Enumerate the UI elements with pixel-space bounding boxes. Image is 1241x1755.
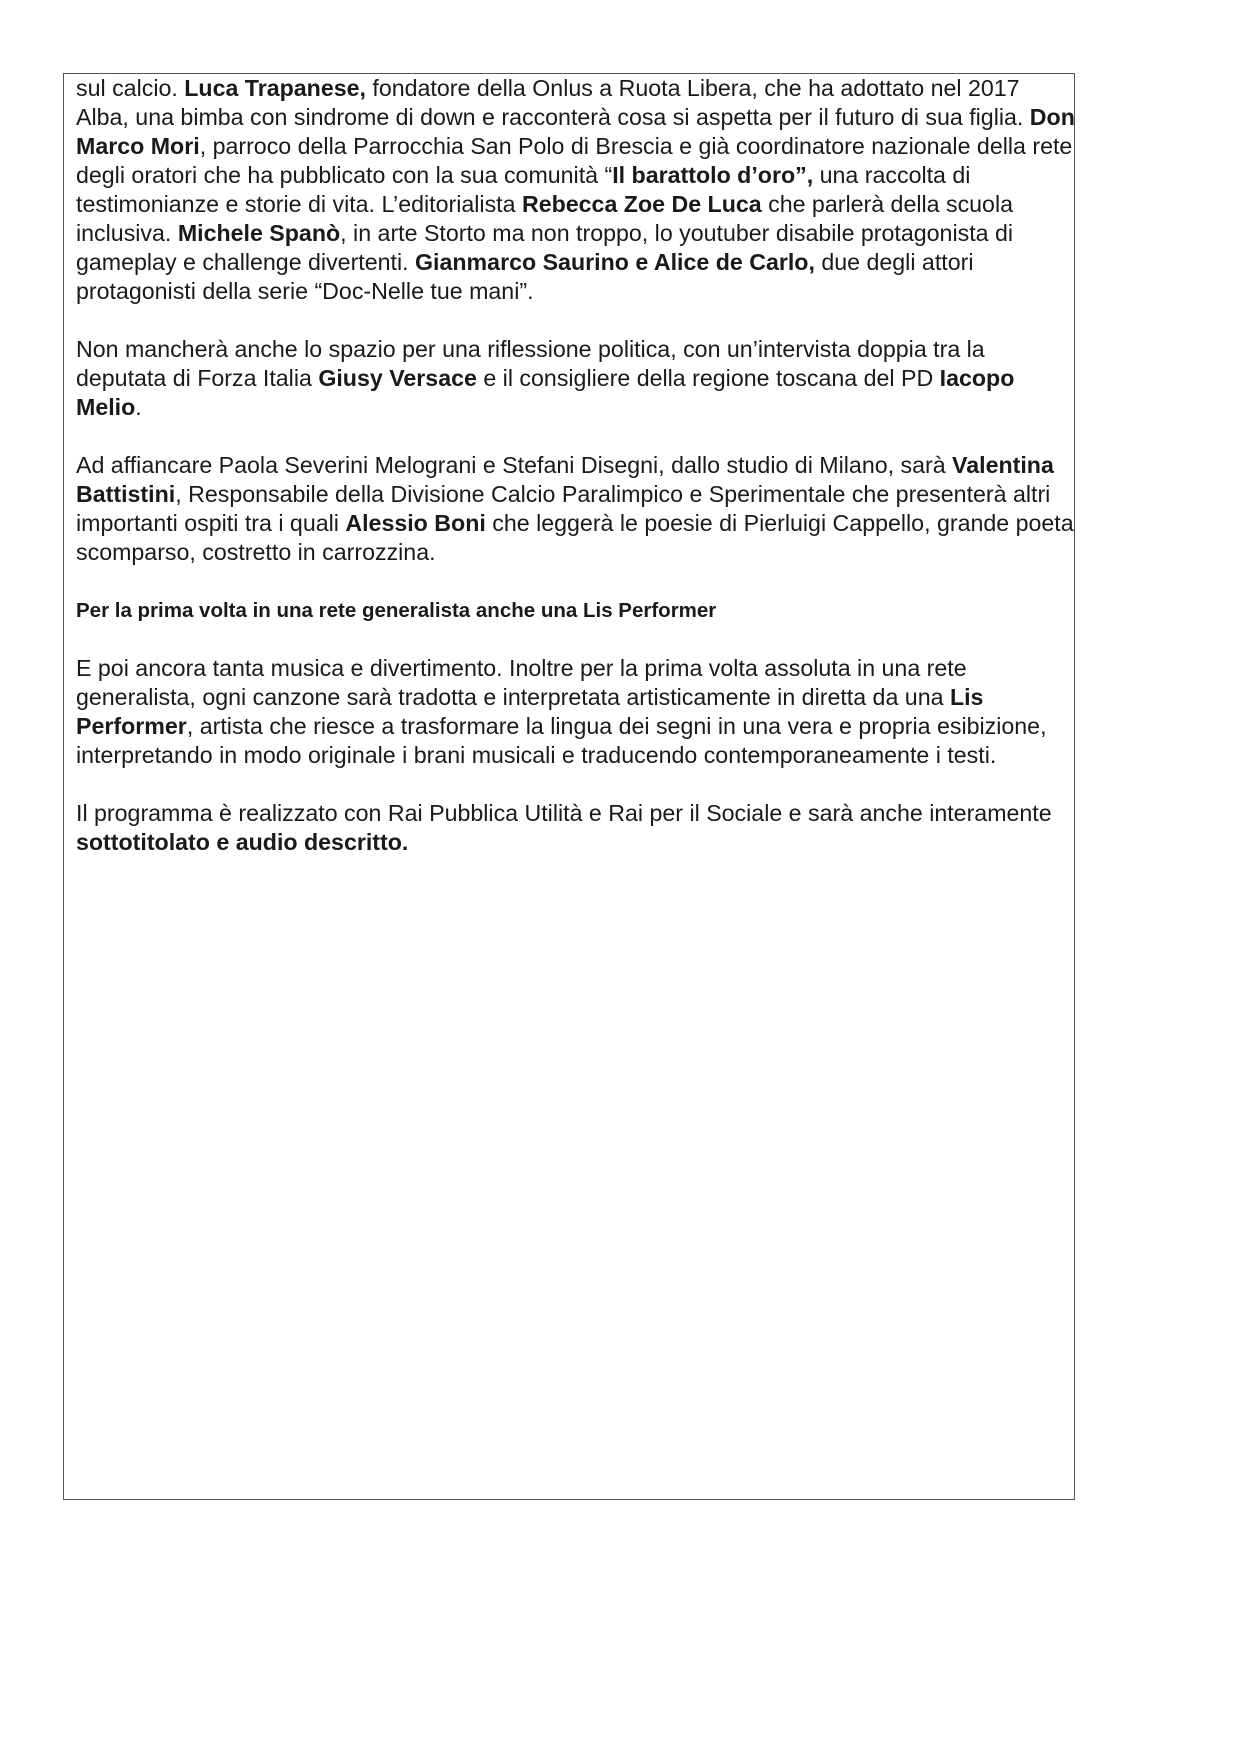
- text-run: .: [135, 394, 142, 420]
- text-run: due degli attori protagonisti della serie “Doc-Nelle tue mani”.: [76, 249, 974, 304]
- guest-name-luca-trapanese: Luca Trapanese,: [184, 75, 366, 101]
- text-run: che parlerà della scuola inclusiva.: [76, 191, 1014, 246]
- highlight-lis-performer: Lis Performer: [76, 684, 984, 739]
- paragraph-spacer: [76, 625, 1076, 654]
- paragraph-spacer: [76, 306, 1076, 335]
- text-run: fondatore della Onlus a Ruota Libera, che ha adottato nel 2017 Alba, una bimba con sindrome di down e racconterà cosa si aspetta per il futuro di sua figlia.: [76, 75, 1030, 130]
- section-subheading: Per la prima volta in una rete generalista anche una Lis Performer: [76, 599, 717, 622]
- paragraph-hosts: [76, 451, 1076, 567]
- guest-name-michele-spano: Michele Spanò: [177, 220, 341, 246]
- guest-name-giusy-versace: Giusy Versace: [318, 365, 477, 391]
- paragraph-spacer: [76, 422, 1076, 451]
- paragraph-lis-performer: [76, 654, 1076, 770]
- paragraph-politics: [76, 335, 1076, 422]
- guest-name-rebecca-zoe-de-luca: Rebecca Zoe De Luca: [521, 191, 762, 217]
- text-run: E poi ancora tanta musica e divertimento. Inoltre per la prima volta assoluta in una rete generalista, ogni canzone sarà tradotta e interpretata artisticamente in diretta da una: [76, 655, 967, 710]
- text-run: , Responsabile della Divisione Calcio Paralimpico e Sperimentale che presenterà altri importanti ospiti tra i quali: [76, 481, 1051, 536]
- text-run: , artista che riesce a trasformare la lingua dei segni in una vera e propria esibizione, interpretando in modo originale i brani musicali e traducendo contemporaneamente i testi.: [76, 713, 1047, 768]
- text-run: che leggerà le poesie di Pierluigi Cappello, grande poeta scomparso, costretto in carrozzina.: [76, 510, 1074, 565]
- guest-name-iacopo-melio: Iacopo Melio: [76, 365, 1015, 420]
- text-run: Non mancherà anche lo spazio per una riflessione politica, con un’intervista doppia tra la deputata di Forza Italia: [76, 336, 985, 391]
- paragraph-production: [76, 799, 1076, 857]
- guest-name-valentina-battistini: Valentina Battistini: [76, 452, 1054, 507]
- text-run: , parroco della Parrocchia San Polo di Brescia e già coordinatore nazionale della rete degli oratori che ha pubblicato con la sua comunità “: [76, 133, 1073, 188]
- paragraph-spacer: [76, 567, 1076, 596]
- text-run: , in arte Storto ma non troppo, lo youtuber disabile protagonista di gameplay e challenge divertenti.: [76, 220, 1014, 275]
- paragraph-guests: [76, 74, 1076, 306]
- guest-name-alessio-boni: Alessio Boni: [345, 510, 486, 536]
- guest-name-don-marco-mori: Don Marco Mori: [76, 104, 1075, 159]
- document-body: [76, 74, 1076, 857]
- text-run: e il consigliere della regione toscana del PD: [476, 365, 940, 391]
- text-run: sul calcio.: [76, 75, 185, 101]
- paragraph-spacer: [76, 770, 1076, 799]
- text-run: Il programma è realizzato con Rai Pubblica Utilità e Rai per il Sociale e sarà anche interamente: [76, 800, 1052, 826]
- book-title-barattolo: Il barattolo d’oro”,: [612, 162, 814, 188]
- guest-name-saurino-de-carlo: Gianmarco Saurino e Alice de Carlo,: [415, 249, 815, 275]
- text-run: una raccolta di testimonianze e storie di vita. L’editorialista: [76, 162, 971, 217]
- highlight-subtitled-audio-described: sottotitolato e audio descritto.: [76, 829, 409, 855]
- text-run: Ad affiancare Paola Severini Melograni e Stefani Disegni, dallo studio di Milano, sarà: [76, 452, 953, 478]
